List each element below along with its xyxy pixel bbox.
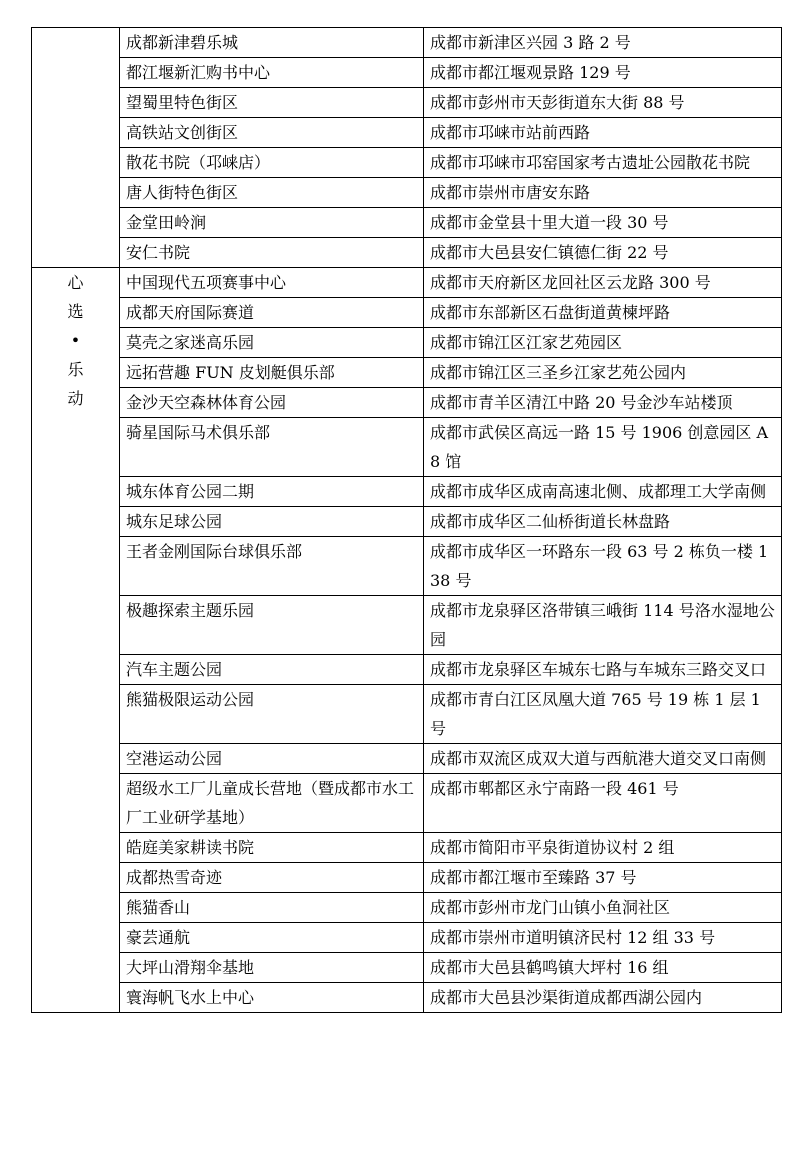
venue-address-cell: 成都市简阳市平泉街道协议村 2 组 — [424, 833, 782, 863]
venue-address-cell: 成都市龙泉驿区洛带镇三峨街 114 号洛水湿地公园 — [424, 596, 782, 655]
table-row — [32, 953, 782, 983]
venue-address-cell: 成都市天府新区龙回社区云龙路 300 号 — [424, 268, 782, 298]
venue-name-cell: 成都天府国际赛道 — [120, 298, 424, 328]
venue-address-cell: 成都市崇州市道明镇济民村 12 组 33 号 — [424, 923, 782, 953]
table-row — [32, 477, 782, 507]
table-row — [32, 238, 782, 268]
venue-address-cell: 成都市都江堰观景路 129 号 — [424, 58, 782, 88]
venue-name-cell: 城东足球公园 — [120, 507, 424, 537]
venue-name-cell: 豪芸通航 — [120, 923, 424, 953]
venue-address-cell: 成都市锦江区江家艺苑园区 — [424, 328, 782, 358]
venue-address-cell: 成都市大邑县鹤鸣镇大坪村 16 组 — [424, 953, 782, 983]
venue-address-cell: 成都市成华区一环路东一段 63 号 2 栋负一楼 138 号 — [424, 537, 782, 596]
category-label-char: 动 — [67, 389, 84, 408]
table-row — [32, 88, 782, 118]
table-row — [32, 148, 782, 178]
table-row — [32, 388, 782, 418]
venue-address-cell: 成都市大邑县沙渠街道成都西湖公园内 — [424, 983, 782, 1013]
venue-address-cell: 成都市新津区兴园 3 路 2 号 — [424, 28, 782, 58]
table-row — [32, 923, 782, 953]
venue-address-cell: 成都市邛崃市站前西路 — [424, 118, 782, 148]
table-row — [32, 863, 782, 893]
table-row — [32, 298, 782, 328]
venue-name-cell: 大坪山滑翔伞基地 — [120, 953, 424, 983]
venue-name-cell: 皓庭美家耕读书院 — [120, 833, 424, 863]
venue-address-cell: 成都市郫都区永宁南路一段 461 号 — [424, 774, 782, 833]
table-row — [32, 596, 782, 655]
venue-address-cell: 成都市青羊区清江中路 20 号金沙车站楼顶 — [424, 388, 782, 418]
venue-name-cell: 金堂田岭涧 — [120, 208, 424, 238]
venue-name-cell: 高铁站文创街区 — [120, 118, 424, 148]
table-row — [32, 655, 782, 685]
venue-address-cell: 成都市青白江区凤凰大道 765 号 19 栋 1 层 1 号 — [424, 685, 782, 744]
venue-address-cell: 成都市成华区成南高速北侧、成都理工大学南侧 — [424, 477, 782, 507]
table-row — [32, 833, 782, 863]
venue-address-cell: 成都市武侯区高远一路 15 号 1906 创意园区 A8 馆 — [424, 418, 782, 477]
table-row — [32, 685, 782, 744]
venue-name-cell: 空港运动公园 — [120, 744, 424, 774]
venue-address-cell: 成都市成华区二仙桥街道长林盘路 — [424, 507, 782, 537]
table-row — [32, 507, 782, 537]
venue-address-cell: 成都市锦江区三圣乡江家艺苑公园内 — [424, 358, 782, 388]
venue-name-cell: 熊猫香山 — [120, 893, 424, 923]
venue-address-cell: 成都市都江堰市至臻路 37 号 — [424, 863, 782, 893]
venue-name-cell: 骑星国际马术俱乐部 — [120, 418, 424, 477]
venue-address-cell: 成都市彭州市龙门山镇小鱼洞社区 — [424, 893, 782, 923]
category-label-char: 心 — [67, 273, 84, 292]
table-row — [32, 358, 782, 388]
venue-address-cell: 成都市邛崃市邛窑国家考古遗址公园散花书院 — [424, 148, 782, 178]
venue-name-cell: 望蜀里特色街区 — [120, 88, 424, 118]
venue-address-cell: 成都市龙泉驿区车城东七路与车城东三路交叉口 — [424, 655, 782, 685]
category-label-char: • — [70, 331, 81, 350]
venue-address-cell: 成都市金堂县十里大道一段 30 号 — [424, 208, 782, 238]
venue-table — [31, 27, 782, 1013]
venue-name-cell: 熊猫极限运动公园 — [120, 685, 424, 744]
venue-address-cell: 成都市大邑县安仁镇德仁街 22 号 — [424, 238, 782, 268]
table-row — [32, 418, 782, 477]
venue-address-cell: 成都市东部新区石盘街道黄楝坪路 — [424, 298, 782, 328]
venue-name-cell: 都江堰新汇购书中心 — [120, 58, 424, 88]
venue-name-cell: 寰海帆飞水上中心 — [120, 983, 424, 1013]
table-row — [32, 328, 782, 358]
venue-address-cell: 成都市崇州市唐安东路 — [424, 178, 782, 208]
table-row — [32, 983, 782, 1013]
venue-name-cell: 超级水工厂儿童成长营地（暨成都市水工厂工业研学基地） — [120, 774, 424, 833]
venue-name-cell: 汽车主题公园 — [120, 655, 424, 685]
table-row — [32, 537, 782, 596]
venue-name-cell: 唐人街特色街区 — [120, 178, 424, 208]
venue-table-body — [32, 28, 782, 1013]
category-cell — [32, 268, 120, 1013]
table-row — [32, 58, 782, 88]
venue-name-cell: 远拓营趣 FUN 皮划艇俱乐部 — [120, 358, 424, 388]
venue-name-cell: 城东体育公园二期 — [120, 477, 424, 507]
table-row — [32, 744, 782, 774]
venue-name-cell: 成都新津碧乐城 — [120, 28, 424, 58]
venue-name-cell: 极趣探索主题乐园 — [120, 596, 424, 655]
category-label-char: 选 — [67, 302, 84, 321]
venue-address-cell: 成都市彭州市天彭街道东大街 88 号 — [424, 88, 782, 118]
table-row — [32, 208, 782, 238]
venue-name-cell: 安仁书院 — [120, 238, 424, 268]
table-row — [32, 774, 782, 833]
table-row — [32, 118, 782, 148]
table-row — [32, 893, 782, 923]
venue-name-cell: 中国现代五项赛事中心 — [120, 268, 424, 298]
table-row — [32, 178, 782, 208]
venue-name-cell: 金沙天空森林体育公园 — [120, 388, 424, 418]
venue-address-cell: 成都市双流区成双大道与西航港大道交叉口南侧 — [424, 744, 782, 774]
table-row — [32, 268, 782, 298]
category-cell — [32, 28, 120, 268]
venue-name-cell: 莫壳之家迷高乐园 — [120, 328, 424, 358]
table-row — [32, 28, 782, 58]
venue-name-cell: 王者金刚国际台球俱乐部 — [120, 537, 424, 596]
venue-name-cell: 成都热雪奇迹 — [120, 863, 424, 893]
category-label-char: 乐 — [67, 360, 84, 379]
venue-name-cell: 散花书院（邛崃店） — [120, 148, 424, 178]
